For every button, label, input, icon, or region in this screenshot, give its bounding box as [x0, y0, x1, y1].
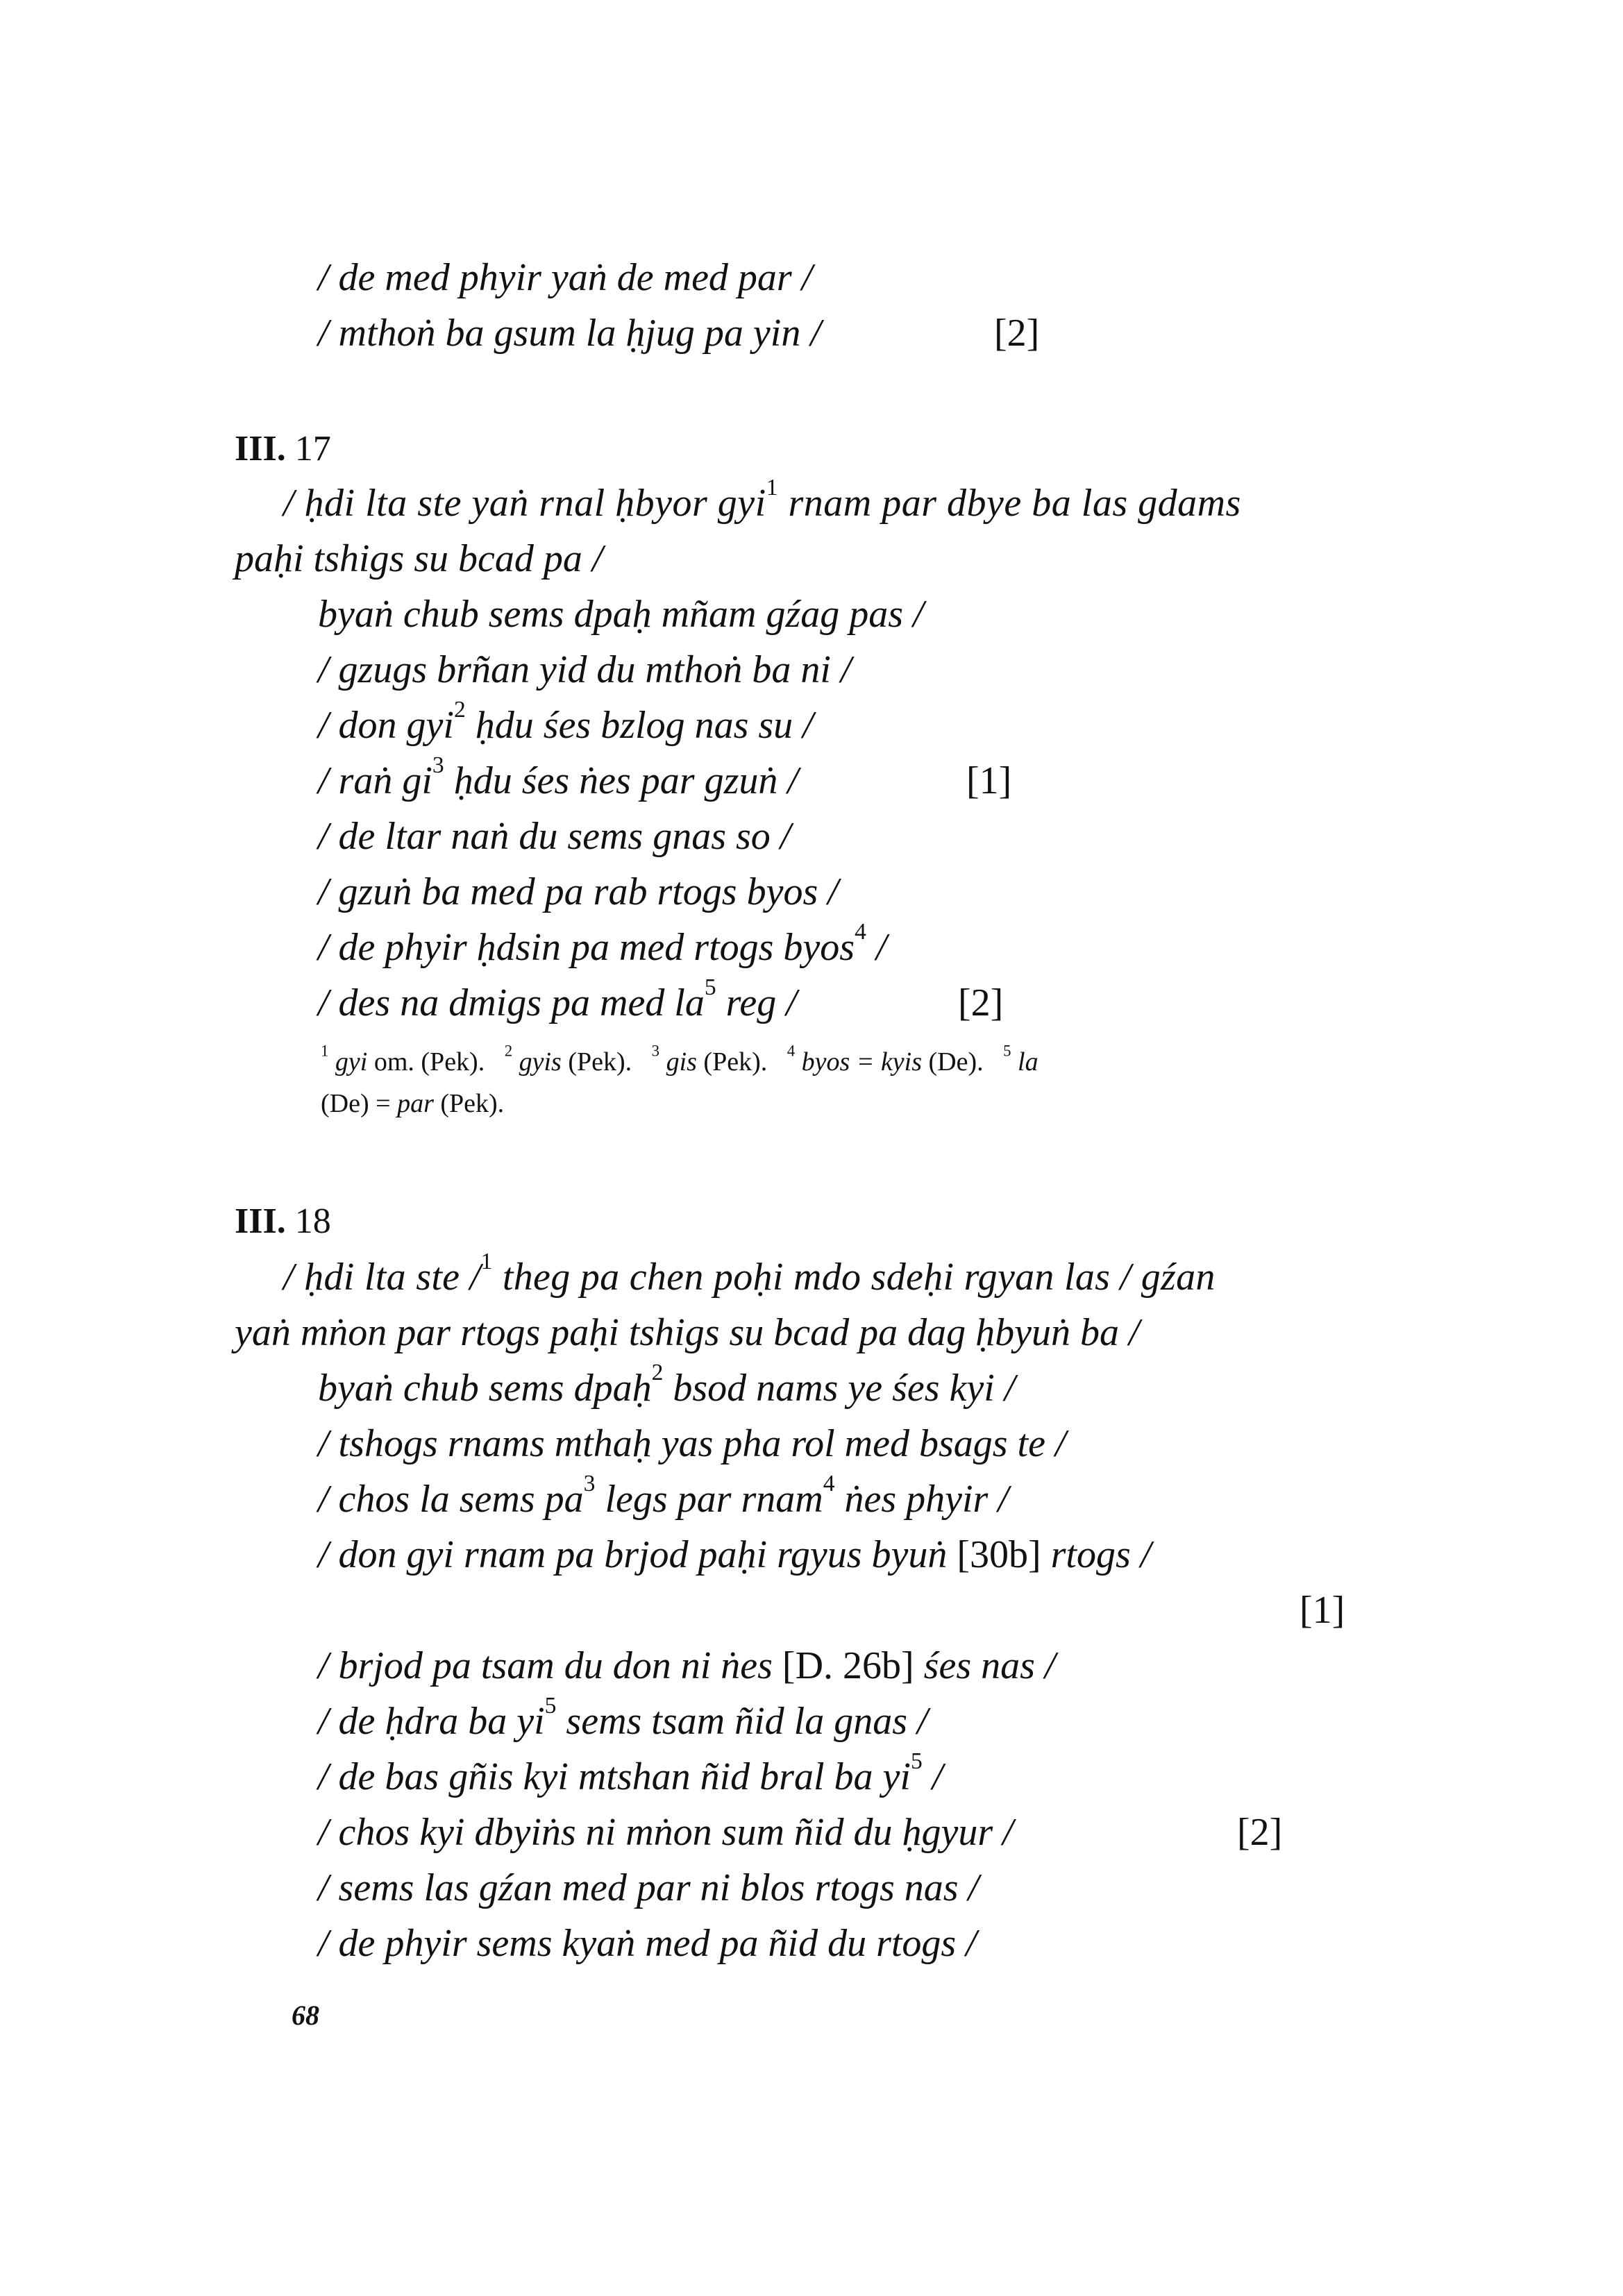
folio-marker: [D. 26b]	[782, 1644, 914, 1687]
verse-line: / des na dmigs pa med $la^5$ reg /	[318, 974, 797, 1024]
verse-line: / gzuṅ ba med pa rab rtogs byos /	[318, 870, 839, 913]
section-heading-label: III.	[235, 1201, 286, 1241]
verse-line: byaṅ chub sems dpaḥ mñam gźag pas /	[318, 593, 924, 636]
footnotes: $^1$ gyi om. (Pek). $^2$ gyis (Pek). $^3$ gis (Pek). $^4$ byos = kyis (De). $^5$ la	[321, 1042, 1038, 1077]
verse-line: / sems las gźan med par ni blos rtogs nas /	[318, 1866, 979, 1909]
verse-line: / de ltar naṅ du sems gnas so /	[318, 815, 791, 858]
verse-reference: [2]	[958, 981, 1004, 1024]
verse-reference: [2]	[994, 312, 1040, 355]
verse-reference: [1]	[1300, 1589, 1345, 1632]
verse-line: / gzugs brñan yid du mthoṅ ba ni /	[318, 648, 852, 691]
section-heading	[235, 425, 331, 473]
verse-line: / de ḥdra ba $yi^5$ sems tsam ñid la gnas /	[318, 1692, 928, 1743]
verse-line: / mthoṅ ba gsum la ḥjug pa yin /	[318, 312, 821, 355]
folio-marker: [30b]	[957, 1533, 1041, 1576]
prose-line: yaṅ mṅon par rtogs paḥi tshigs su bcad pa dag ḥbyuṅ ba /	[235, 1311, 1140, 1354]
section-heading	[235, 1197, 331, 1246]
verse-line: / de bas gñis kyi mtshan ñid bral ba $yi^5$ /	[318, 1748, 943, 1798]
verse-line: / chos kyi dbyiṅs ni mṅon sum ñid du ḥgyur /	[318, 1811, 1014, 1854]
verse-reference: [1]	[966, 759, 1012, 802]
verse-line: / de phyir ḥdsin pa med rtogs byos$^4$ /	[318, 918, 887, 969]
verse-line: / don gyi rnam pa brjod paḥi rgyus byuṅ [30b] rtogs /	[318, 1533, 1152, 1576]
section-heading-label: III.	[235, 429, 286, 469]
prose-line: / ḥdi lta ste /$^1$ theg pa chen poḥi mdo sdeḥi rgyan las / gźan	[283, 1248, 1216, 1299]
verse-line: / chos la sems $pa^3$ legs par rnam$^4$ ṅes phyir /	[318, 1470, 1009, 1521]
section-heading-number: 18	[294, 1201, 331, 1241]
verse-line: / tshogs rnams mthaḥ yas pha rol med bsags te /	[318, 1422, 1066, 1465]
verse-line: / brjod pa tsam du don ni ṅes [D. 26b] śes nas /	[318, 1644, 1056, 1687]
verse-line: / de med phyir yaṅ de med par /	[318, 256, 813, 299]
section-heading-number: 17	[294, 429, 331, 469]
verse-line: / don gyi$^2$ ḥdu śes bzlog nas su /	[318, 696, 814, 747]
footnotes: (De) = par (Pek).	[321, 1089, 505, 1118]
prose-line: / ḥdi lta ste yaṅ rnal ḥbyor gyi$^1$ rnam par dbye ba las gdams	[283, 474, 1241, 525]
page-number: 68	[292, 2000, 319, 2031]
verse-line: byaṅ chub sems dpaḥ$^2$ bsod nams ye śes kyi /	[318, 1359, 1016, 1410]
verse-reference: [2]	[1237, 1811, 1283, 1854]
verse-line: / de phyir sems kyaṅ med pa ñid du rtogs /	[318, 1922, 977, 1965]
prose-line: paḥi tshigs su bcad pa /	[235, 537, 603, 580]
verse-line: / raṅ $gi^3$ ḥdu śes ṅes par gzuṅ /	[318, 752, 798, 802]
